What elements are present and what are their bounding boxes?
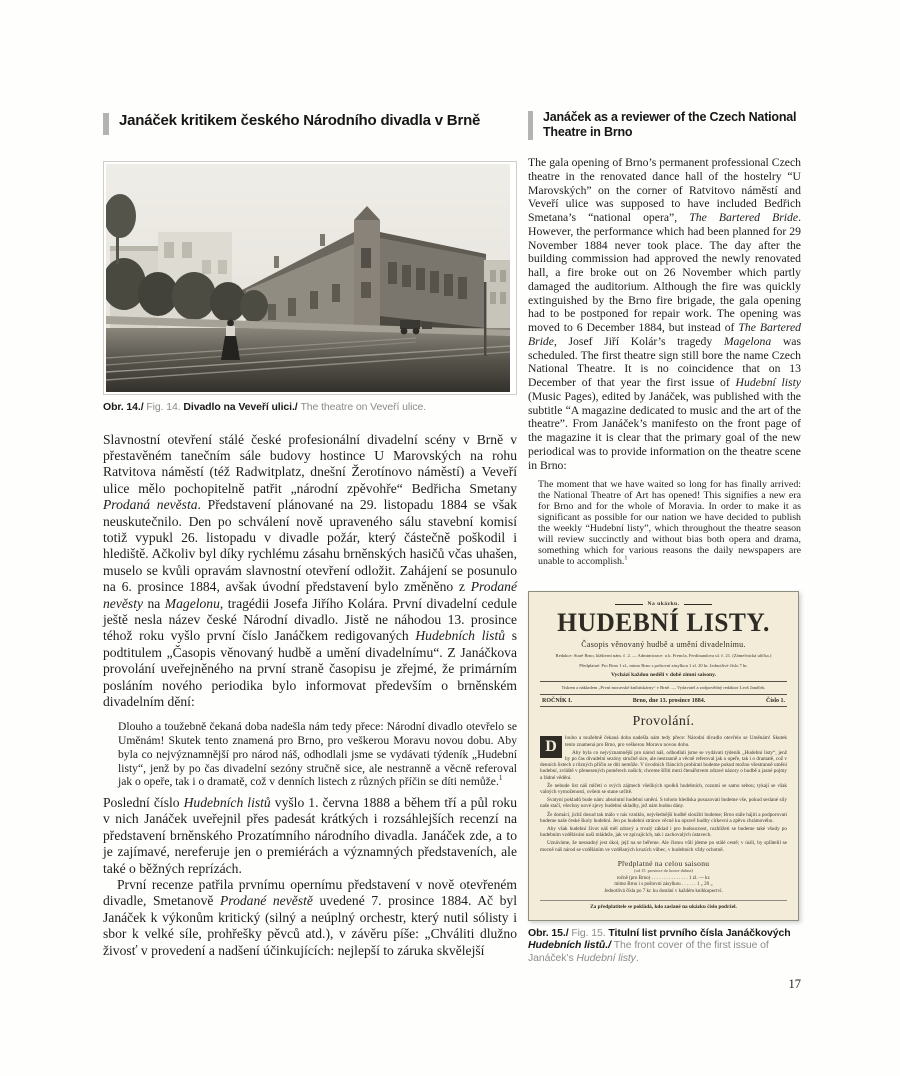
heading-text-cz: Janáček kritikem českého Národního divadla v Brně	[119, 112, 481, 129]
page-number: 17	[788, 977, 801, 991]
english-paragraph-1: The gala opening of Brno’s permanent professional Czech theatre in the renovated dance hall of the hostelry “U Marovských” on the corner of Ratvitovo náměstí and Veveří ulice was supposed to have included Bedřich Smetana’s “national opera”, The Bartered Bride. However, the performance which had been planned for 29 November 1884 never took place. The day after the building commission had approved the newly renovated hall, a fire broke out on 26 November which partly damaged the auditorium. Although the fire was quickly extinguished by the Brno fire brigade, the gala opening had to be postponed for repair work. The opening was moved to 6 December 1884, but instead of The Bartered Bride, Josef Jiří Kolár’s tragedy Magelona was scheduled. The first theatre sign still bore the name Czech National Theatre. It is no coincidence that on 13 December of that year the first issue of Hudební listy (Music Pages), edited by Janáček, was published with the subtitle “A magazine dedicated to music and the art of the theatre”. From Janáček’s manifesto on the front page of the magazine it is clear that the primary goal of the new periodical was to provide information on the theatre scene in Brno:	[528, 156, 801, 472]
drop-cap: D	[540, 736, 562, 758]
theatre-photo-figure	[103, 161, 517, 395]
heading-text-en: Janáček as a reviewer of the Czech National Theatre in Brno	[543, 110, 797, 139]
newspaper-price-lines	[540, 876, 787, 896]
newspaper-masthead: HUDEBNÍ LISTY.	[557, 608, 770, 638]
newspaper-sample-label: Na ukázku.	[540, 601, 787, 607]
figure15-caption: Obr. 15./ Fig. 15. Titulní list prvního čísla Janáčkových Hudebních listů./ The front cover of the first issue of Janáček’s Hudební listy.	[528, 926, 791, 964]
hudebni-listy-facsimile	[528, 591, 799, 920]
newspaper-paragraph: Svatyní pokladů bude nám: absolutní hudební umění. S tohoto hlediska posuzovati budeme vše, pokud seslané síly naše stačí, všechny nové zjevy hudební skladby, jež nám budou dány.	[540, 797, 787, 810]
newspaper-paragraph: Aby však hudební život náš měl zdravý a trvalý základ i pro budoucnost, rozhlížeti se budeme také všudy po hudebním vzdělávání naší mládeže, jak ve zpívajících, tak i zachovalých ústavech.	[540, 826, 787, 839]
right-column	[528, 110, 801, 964]
newspaper-publisher-line: Tiskem a nákladem „První moravské knihtiskárny“ v Brně. — Vydavatel a zodpovědný redaktor Leoš Janáček.	[561, 685, 766, 691]
czech-body-text	[103, 432, 517, 959]
czech-paragraph-2: Poslední číslo Hudebních listů vyšlo 1. června 1888 a během tří a půl roku v nich Janáček uveřejnil přes padesát krátkých i rozsáhlejších recenzí na představení brněnského Prozatímního národního divadla. Janáček zde, a to je zajímavé, nereferuje jen o premiérách a významných představeních, ale také o běžných reprízách.	[103, 794, 517, 876]
heading-accent-bar	[103, 113, 109, 135]
newspaper-subscription-note: (od 15. prosince do konce dubna)	[634, 867, 693, 873]
newspaper-paragraph: Aby byla co nejvýznamnější pro národ náš, odhodlali jsme se vydávati týdeník „Hudební listy“, jenž by po čas divadelní sezóny stručně sice, ale nestranně a věcně referoval jak o opeře, tak i o dramatě, což v denních listech z různých příčin se díti nemůže. V úvodních článcích probírati budeme pokud možno všestranně umění hudební, zvláště v přenesených poměrech našich; chceme šířiti mezi čtenářstvem zdravé názory o hudbě a jasné pojmy a řádné vědění.	[540, 749, 787, 781]
czech-section-heading	[103, 112, 517, 135]
newspaper-subscription-heading: Předplatné na celou saisonu	[617, 858, 710, 868]
newspaper-footer-line: Za předplatitele se pokládá, kdo zaslané na ukázku číslo podržel.	[540, 900, 787, 910]
english-section-heading	[528, 110, 801, 140]
newspaper-date: Brno, dne 13. prosince 1884.	[632, 697, 706, 704]
newspaper-paragraph: D louho a toužebně čekaná doba nadešla nám tedy přece: Národní divadlo otevřelo se Uměnám! Skutek tento znamená pro Brno, pro veškerou Moravu novou dobu.	[540, 735, 787, 747]
newspaper-fineprint-2: Předplatné: Pro Brno 1 zl., mimo Brno s poštovní zásylkou 1 zl. 20 kr. Jednotlivé číslo 7 kr.	[579, 662, 748, 668]
theatre-photo	[106, 164, 510, 392]
newspaper-schedule-line: Vychází každou neděli v době zimní saisony.	[540, 672, 787, 682]
newspaper-article-body	[540, 735, 787, 852]
newspaper-fineprint-1: Redakce: Staré Brno, klášterní nám. č. 2. — Administrace: u k. Frencla, Ferdinandova ul. č. 21. (Zámečnická ulička.)	[555, 653, 772, 659]
newspaper-article-title: Provolání.	[632, 714, 695, 730]
figure14-caption: Obr. 14./ Fig. 14. Divadlo na Veveří ulici./ The theatre on Veveří ulice.	[103, 401, 427, 413]
czech-blockquote: Dlouho a toužebně čekaná doba nadešla nám tedy přece: Národní divadlo otevřelo se Uměnám! Skutek tento znamená pro Brno, pro veškerou Moravu novou dobu. Aby byla co nejvýznamnější pro národ náš, odhodlali jsme se vydávati týdeník „Hudební listy“, jenž by po čas divadelní sezóny stručně sice, ale nestranně a věcně referoval jak o opeře, tak i o dramatě, což v denních listech z různých příčin se díti nemůže.$^1$	[118, 720, 517, 789]
price-line: ročně (pro Brno) . . . . . . . . . . . . . . . 1 zl. — kr.	[616, 875, 711, 881]
newspaper-paragraph: Uznáváme, že nesnadný jest úkol, jejž na se béřeme. Ale čistou vůlí jdeme po stálé cestě; v úsilí, by spřátelil se mocně náš národ se vzděláním ve vzdělaných kruzích vůbec, v hudebních vždy ochotně.	[540, 840, 787, 853]
heading-accent-bar	[528, 111, 533, 140]
newspaper-paragraph: Že nebude list náš mlčeti o svých zájmech všelikých spolků hudebních, rozumí se samo sebou; tykají se však valných vymožeností, ovšem se stane určitě.	[540, 782, 787, 796]
newspaper-paragraph: Že domácí, jichž dosud tak málo v nás vzniklo, nejvšednější hudbě sloužiti budeme; Brno stále hájiti a podporovati budeme naše české školy hudební. Jen po hudební stránce věcné ku opravě hudby církevní a zpěvu chrámového.	[540, 811, 787, 824]
english-body-text	[528, 156, 801, 567]
price-line: mimo Brno i s poštovní zásylkou . . . . . . 1 „ 20 „	[614, 882, 713, 888]
czech-paragraph-3: První recenze patřila prvnímu opernímu představení v nově otevřeném divadle, Smetanově Prodané nevěstě uvedené 7. prosince 1884. Ač byl Janáček k výkonům kritický (silný a neúplný orchestr, který nutil sólisty i sbor k velké síle, prohřešky pěvců atd.), v závěru píše: „Chváliti dlužno živosť v provedení a nadšení účinkujících: nejlepší to záruka skvělejší	[103, 876, 517, 958]
english-blockquote: The moment that we have waited so long for has finally arrived: the National Theatre of Art has opened! This signifies a new era for Brno and for the whole of Moravia. In order to make it as significant as possible for our nation we have decided to publish the weekly “Hudební listy”, which throughout the theatre season will review succinctly and without bias both opera and drama, something which for various reasons the daily newspapers are unable to accomplish.$^1$	[538, 479, 801, 568]
newspaper-issue: Číslo 1.	[765, 697, 785, 704]
czech-paragraph-1: Slavnostní otevření stálé české profesionální divadelní scény v Brně v přestavěném tanečním sále budovy hostince U Marovských na rohu Ratvitova náměstí (též Radwitplatz, dnešní Žerotínovo náměstí) a Veveří ulice mělo pochopitelně patřit „národní zpěvohře“ Bedřicha Smetany Prodaná nevěsta. Představení plánované na 29. listopadu 1884 se však neuskutečnilo. Den po schválení nově upraveného sálu stavební komisí totiž vypukl 26. listopadu v divadle požár, který částečně poškodil i hlediště. Ačkoliv byl díky rychlému zásahu brněnských hasičů včas uhašen, muselo se kvůli opravám slavnostní otevření odložit. Zahájení se posunulo na 6. prosince 1884, avšak úvodní představení bylo změněno z Prodané nevěsty na Magelonu, tragédii Josefa Jiřího Kolára. První divadelní cedule ještě nesla název české Národní divadlo. Jistě ne náhodou 13. prosince téhož roku vyšlo první číslo Janáčkem redigovaných Hudebních listů s podtitulem „Časopis věnovaný hudbě a umění divadelnímu“. Z Janáčkova provolání uveřejněného na první straně časopisu je zřejmé, že primárním posláním nového periodika bylo informovat především o brněnském divadelním dění:	[103, 431, 517, 709]
left-column	[103, 112, 517, 959]
price-line: Jednotlivá čísla po 7 kr. ku dostání v každém knihkupectví.	[604, 889, 723, 895]
newspaper-volume: ROČNÍK I.	[542, 697, 573, 704]
newspaper-subtitle: Časopis věnovaný hudbě a umění divadelnímu.	[581, 640, 746, 650]
newspaper-dateline-row	[540, 694, 787, 707]
